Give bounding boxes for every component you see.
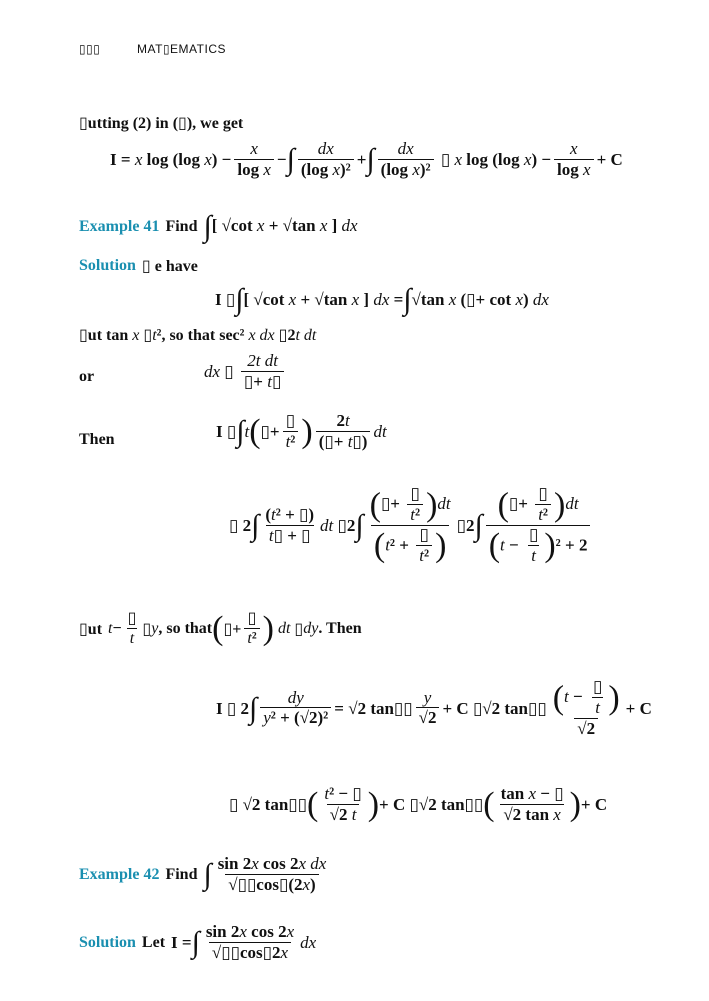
put-t-text: ▯ut [79, 621, 103, 638]
so-that-text: , so that sec [161, 327, 240, 344]
find-label-2: Find [165, 866, 198, 884]
example-42-label: Example 42 [79, 866, 160, 884]
substitution-y: ▯ut t − $\frac{▯}{t}$ ▯ y , so that ( ▯+ $\frac{▯}{\text{t²}}$ ) dt ▯ dy . Then [79, 610, 362, 647]
let-text: Let [141, 934, 166, 952]
solution-label: Solution [79, 257, 136, 274]
then-text-2: . Then [318, 620, 362, 637]
example-41: Example 41 Find ∫[ √cot x + √tan x ] dx [79, 210, 358, 243]
dx-expression: dx ▯ $\frac{\text{2t dt}}{▯+ t▯}$ [204, 352, 287, 392]
example-42: Example 42 Find ∫ $\frac{\text{sin 2x cos 2x dx}}{√▯▯\cos▯(2x)}$ [79, 854, 327, 894]
solution-42: Solution Let I = ∫ $\frac{\text{sin 2x cos 2x}}{√▯▯\cos▯2x}$ dx [79, 922, 317, 962]
solution-41 [79, 256, 198, 276]
equation-then: I ▯ ∫ t ( ▯+ $\frac{▯}{\text{t²}}$ ) $\frac{2t}{(▯+ t▯)}$ dt [216, 411, 387, 451]
solution-label-2: Solution [79, 934, 136, 952]
page-number: ▯▯▯ [79, 42, 101, 56]
equation-i-result: I = x log (log x) − $\frac{x}{\text{log x}}$ − ∫ $\frac{dx}{\text{(log x)²}}$ + ∫ $\frac{dx}{\text{(log x)²}}$ ▯ x log (log x) − $\frac{x}{\text{log x}}$ + C [110, 139, 623, 179]
equation-final: ▯ √2 tan▯▯ ( $\frac{\text{t² − ▯}}{√2 t}$ ) + C ▯√2 tan▯▯ ( $\frac{\text{tan x − ▯}}{\text{√2 tan x}}$ ) + C [229, 784, 608, 824]
we-have-text: ▯ e have [141, 258, 198, 275]
put-tan-text: ▯ut tan [79, 327, 129, 344]
equation-split: ▯ 2 ∫ $\frac{\text{(t² + ▯)}}{t▯ + ▯}$ dt ▯2 ∫ (▯+ $\frac{▯}{\text{t²}}$ )dt (t² + $\frac{▯}{\text{t²}}$ ) ▯2 ∫ (▯+ $\frac{▯}{\text{t²}}$ )dt (t − $\frac{▯}{t}$ )² + 2 [229, 485, 593, 567]
example-41-label: Example 41 [79, 218, 160, 235]
equation-i-integral: I ▯ ∫ [ √cot x + √tan x ] dx = ∫ √tan x (▯+ cot x) dx [215, 283, 549, 316]
substitution-line: ▯ut tan x ▯t², so that sec² x dx ▯2t dt [79, 327, 317, 344]
find-label: Find [165, 218, 198, 235]
running-title: MAT▯EMATICS [137, 42, 226, 56]
equation-tan-inverse: I ▯ 2 ∫ $\frac{dy}{\text{y² + (√2)²}}$ = √2 tan▯▯ $\frac{y}{√2}$ + C ▯√2 tan▯▯ (t − $\frac{▯}{t}$ ) √2 + C [216, 677, 652, 739]
or-label: or [79, 368, 95, 385]
then-label: Then [79, 431, 115, 448]
putting-line: ▯utting (2) in (▯), we get [79, 115, 244, 132]
so-that-text-2: , so that [158, 620, 213, 637]
